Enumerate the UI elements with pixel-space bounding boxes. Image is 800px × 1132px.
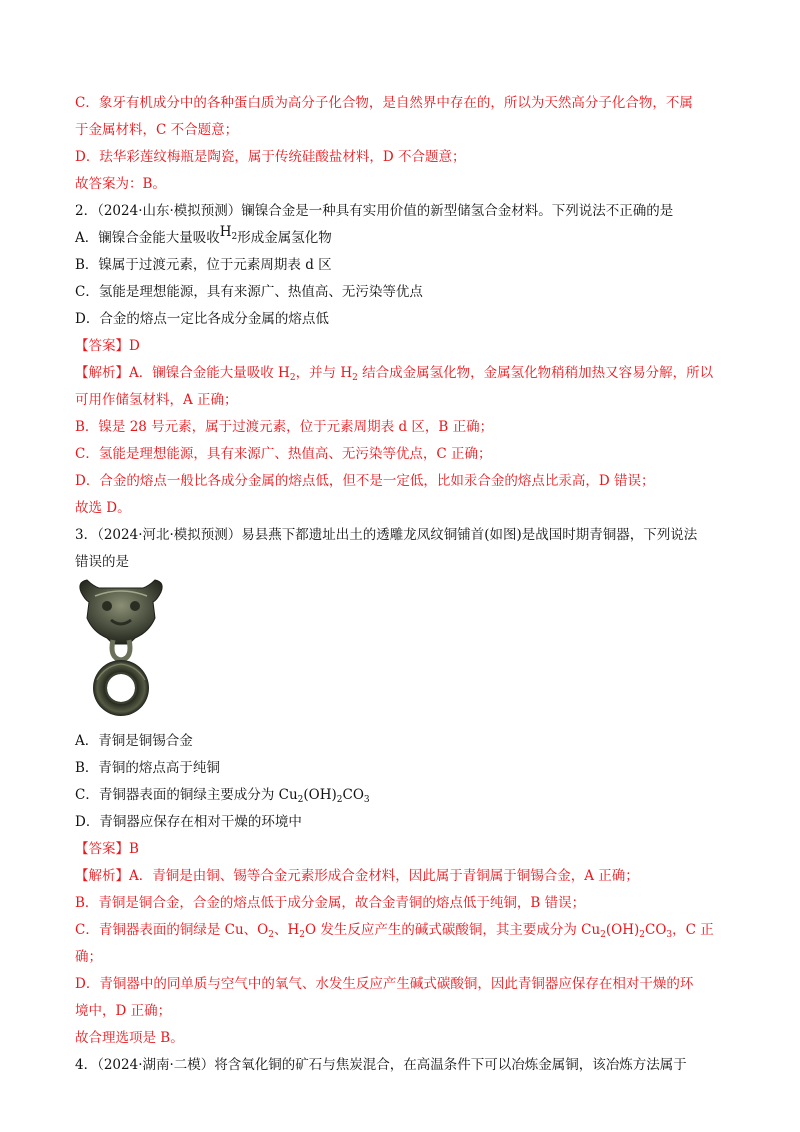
analysis-text: O 发生反应产生的碱式碳酸铜，其主要成分为 Cu bbox=[304, 922, 601, 938]
analysis-text: C．青铜器表面的铜绿是 Cu、O bbox=[75, 922, 269, 938]
chem-sub: 2 bbox=[231, 232, 238, 242]
q2-conclusion: 故选 D。 bbox=[75, 500, 131, 516]
answer-label: 【答案】 bbox=[75, 338, 129, 354]
bronze-door-knocker-image bbox=[75, 578, 167, 720]
q2-option-d: D．合金的熔点一定比各成分金属的熔点低 bbox=[75, 311, 329, 327]
analysis-text: ，C 正 bbox=[672, 922, 714, 938]
q2-option-a bbox=[75, 224, 735, 249]
q1-analysis-d: D．珐华彩莲纹梅瓶是陶瓷，属于传统硅酸盐材料，D 不合题意； bbox=[75, 149, 466, 165]
answer-value: D bbox=[129, 338, 140, 354]
q2-option-c: C．氢能是理想能源，具有来源广、热值高、无污染等优点 bbox=[75, 284, 423, 300]
analysis-label: 【解析】 bbox=[75, 365, 129, 381]
analysis-text: A．镧镍合金能大量吸收 H bbox=[129, 365, 290, 381]
document-page bbox=[75, 92, 735, 1081]
q2-option-a-text: A．镧镍合金能大量吸收 bbox=[75, 230, 220, 246]
q3-option-c bbox=[75, 784, 735, 806]
q2-analysis-b: B．镍是 28 号元素，属于过渡元素，位于元素周期表 d 区，B 正确； bbox=[75, 419, 494, 435]
subscript: 3 bbox=[363, 795, 370, 805]
q1-conclusion: 故答案为：B。 bbox=[75, 176, 166, 192]
q1-analysis-c-line1: C．象牙有机成分中的各种蛋白质为高分子化合物，是自然界中存在的，所以为天然高分子化合物，不属 bbox=[75, 95, 693, 111]
q3-stem-line1: 3．（2024·河北·模拟预测）易县燕下都遗址出土的透雕龙凤纹铜铺首(如图)是战国时期青铜器，下列说法 bbox=[75, 527, 698, 543]
analysis-label: 【解析】 bbox=[75, 868, 129, 884]
q3-answer bbox=[75, 838, 735, 860]
chem-h: H bbox=[219, 224, 232, 240]
analysis-text: CO bbox=[645, 922, 667, 938]
q3-option-b: B．青铜的熔点高于纯铜 bbox=[75, 760, 220, 776]
q2-analysis-a2: 可用作储氢材料，A 正确； bbox=[75, 392, 238, 408]
q2-analysis-d: D．合金的熔点一般比各成分金属的熔点低，但不是一定低，比如汞合金的熔点比汞高，D 错误； bbox=[75, 473, 655, 489]
q3-analysis-a bbox=[75, 865, 735, 887]
subscript: 2 bbox=[299, 930, 305, 940]
q3-analysis-c2: 确； bbox=[75, 949, 102, 965]
q2-answer bbox=[75, 335, 735, 357]
q2-analysis-a1 bbox=[75, 362, 735, 384]
q1-analysis-c-line2: 于金属材料，C 不合题意； bbox=[75, 122, 239, 138]
q2-stem: 2．（2024·山东·模拟预测）镧镍合金是一种具有实用价值的新型储氢合金材料。下列说法不正确的是 bbox=[75, 203, 674, 219]
q3-analysis-d2: 境中，D 正确； bbox=[75, 1003, 172, 1019]
option-text: CO bbox=[342, 787, 364, 803]
q3-analysis-b: B．青铜是铜合金，合金的熔点低于成分金属，故合金青铜的熔点低于纯铜，B 错误； bbox=[75, 895, 586, 911]
subscript: 2 bbox=[297, 795, 304, 805]
analysis-text: (OH) bbox=[605, 922, 640, 938]
answer-label: 【答案】 bbox=[75, 841, 129, 857]
answer-value: B bbox=[129, 841, 139, 857]
analysis-text: A．青铜是由铜、锡等合金元素形成合金材料，因此属于青铜属于铜锡合金，A 正确； bbox=[129, 868, 639, 884]
q4-stem: 4．（2024·湖南·二模）将含氧化铜的矿石与焦炭混合，在高温条件下可以冶炼金属铜，该冶炼方法属于 bbox=[75, 1057, 687, 1073]
subscript: 2 bbox=[289, 373, 296, 383]
q2-option-a-text-post: 形成金属氢化物 bbox=[237, 230, 332, 246]
subscript: 2 bbox=[639, 930, 645, 940]
q2-analysis-c: C．氢能是理想能源，具有来源广、热值高、无污染等优点，C 正确； bbox=[75, 446, 492, 462]
subscript: 3 bbox=[666, 930, 673, 940]
q3-analysis-c1 bbox=[75, 919, 735, 941]
option-text: (OH) bbox=[303, 787, 337, 803]
subscript: 2 bbox=[600, 930, 606, 940]
q3-option-d: D．青铜器应保存在相对干燥的环境中 bbox=[75, 814, 302, 830]
analysis-text: 结合成金属氢化物，金属氢化物稍稍加热又容易分解，所以 bbox=[357, 365, 714, 381]
q3-option-a: A．青铜是铜锡合金 bbox=[75, 733, 193, 749]
q2-option-b: B．镍属于过渡元素，位于元素周期表 d 区 bbox=[75, 257, 332, 273]
q3-analysis-d1: D．青铜器中的同单质与空气中的氧气、水发生反应产生碱式碳酸铜，因此青铜器应保存在相对干燥的环 bbox=[75, 976, 694, 992]
option-text: C．青铜器表面的铜绿主要成分为 Cu bbox=[75, 787, 298, 803]
subscript: 2 bbox=[336, 795, 343, 805]
analysis-text: ，并与 H bbox=[295, 365, 353, 381]
analysis-text: 、H bbox=[273, 922, 300, 938]
subscript: 2 bbox=[352, 373, 358, 383]
q2-option-a-chem bbox=[220, 224, 238, 240]
q3-conclusion: 故合理选项是 B。 bbox=[75, 1030, 184, 1046]
q3-stem-line2: 错误的是 bbox=[75, 554, 129, 570]
subscript: 2 bbox=[268, 930, 274, 940]
